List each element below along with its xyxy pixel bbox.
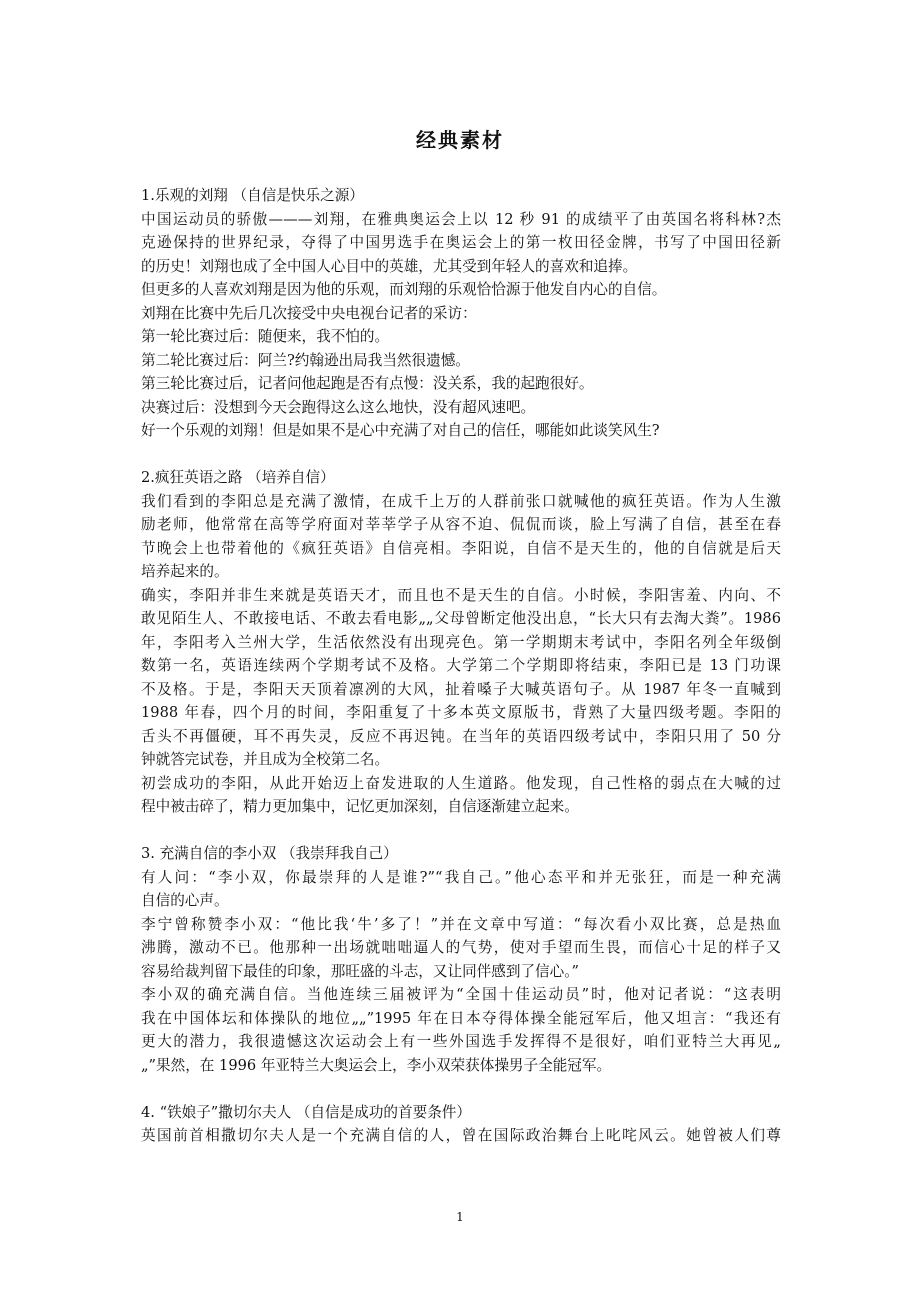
text-line: 舌头不再僵硬，耳不再失灵，反应不再迟钝。在当年的英语四级考试中，李阳只用了 50 分 <box>141 727 781 745</box>
text-line: 励老师，他常常在高等学府面对莘莘学子从容不迫、侃侃而谈，脸上写满了自信，甚至在春 <box>141 516 781 533</box>
text-line: 数第一名，英语连续两个学期考试不及格。大学第二个学期即将结束，李阳已是 13 门功课 <box>141 657 781 674</box>
text-line: 自信的心声。 <box>141 892 229 909</box>
text-line: 刘翔在比赛中先后几次接受中央电视台记者的采访： <box>141 304 477 322</box>
text-line: 沸腾，激动不已。他那种一出场就咄咄逼人的气势，使对手望而生畏，而信心十足的样子又 <box>141 939 781 956</box>
text-line: 第一轮比赛过后：随便来，我不怕的。 <box>141 328 390 345</box>
text-line: 4. “铁娘子”撒切尔夫人 （自信是成功的首要条件） <box>141 1103 472 1121</box>
text-line: 不及格。于是，李阳天天顶着凛冽的大风，扯着嗓子大喊英语句子。从 1987 年冬一直喊到 <box>141 680 781 698</box>
text-line: 好一个乐观的刘翔！但是如果不是心中充满了对自己的信任，哪能如此谈笑风生? <box>141 422 660 439</box>
text-line: 培养起来的。 <box>141 563 229 580</box>
text-line: 第二轮比赛过后：阿兰?约翰逊出局我当然很遗憾。 <box>141 351 470 369</box>
text-line: 但更多的人喜欢刘翔是因为他的乐观，而刘翔的乐观恰恰源于他发自内心的自信。 <box>141 281 667 298</box>
text-line: 年，李阳考入兰州大学，生活依然没有出现亮色。第一学期期末考试中，李阳名列全年级倒 <box>141 633 781 651</box>
text-line: 英国前首相撒切尔夫人是一个充满自信的人，曾在国际政治舞台上叱咤风云。她曾被人们尊 <box>141 1127 781 1144</box>
text-line: „”果然，在 1996 年亚特兰大奥运会上，李小双荣获体操男子全能冠军。 <box>141 1056 612 1074</box>
text-line: 李小双的确充满自信。当他连续三届被评为“全国十佳运动员”时，他对记者说：“这表明 <box>141 986 781 1003</box>
text-line: 李宁曾称赞李小双：“他比我‘牛’多了！”并在文章中写道：“每次看小双比赛，总是热血 <box>141 915 781 933</box>
text-line: 敢见陌生人、不敢接电话、不敢去看电影„„父母曾断定他没出息，“长大只有去淘大粪”。1986 <box>141 610 781 627</box>
text-line: 程中被击碎了，精力更加集中，记忆更加深刻，自信逐渐建立起来。 <box>141 798 579 815</box>
text-line: 3. 充满自信的李小双 （我崇拜我自己） <box>141 845 398 862</box>
page-number: 1 <box>456 1210 464 1224</box>
text-line: 决赛过后：没想到今天会跑得这么这么地快，没有超风速吧。 <box>141 398 536 416</box>
text-line: 2.疯狂英语之路 （培养自信） <box>141 469 335 486</box>
text-line: 初尝成功的李阳，从此开始迈上奋发进取的人生道路。他发现，自己性格的弱点在大喊的过 <box>141 774 781 792</box>
blank-line <box>141 819 781 843</box>
text-line: 确实，李阳并非生来就是英语天才，而且也不是天生的自信。小时候，李阳害羞、内向、不 <box>141 586 781 604</box>
text-line: 第三轮比赛过后，记者问他起跑是否有点慢：没关系，我的起跑很好。 <box>141 375 594 392</box>
text-line: 容易给裁判留下最佳的印象，那旺盛的斗志，又让同伴感到了信心。” <box>141 962 579 980</box>
document-body <box>141 184 781 1148</box>
text-line: 1.乐观的刘翔 （自信是快乐之源） <box>141 187 364 204</box>
blank-line <box>141 1077 781 1101</box>
text-line: 中国运动员的骄傲———刘翔，在雅典奥运会上以 12 秒 91 的成绩平了由英国名将科林?杰 <box>141 210 781 228</box>
text-line: 的历史！刘翔也成了全中国人心目中的英雄，尤其受到年轻人的喜欢和追捧。 <box>141 257 638 275</box>
text-line: 我们看到的李阳总是充满了激情，在成千上万的人群前张口就喊他的疯狂英语。作为人生激 <box>141 492 781 510</box>
text-line: 更大的潜力，我很遗憾这次运动会上有一些外国选手发挥得不是很好，咱们亚特兰大再见„ <box>141 1033 781 1050</box>
blank-line <box>141 443 781 467</box>
text-line: 节晚会上也带着他的《疯狂英语》自信亮相。李阳说，自信不是天生的，他的自信就是后天 <box>141 539 781 557</box>
text-line: 1988 年春，四个月的时间，李阳重复了十多本英文原版书，背熟了大量四级考题。李阳的 <box>141 704 781 721</box>
text-line: 有人问：“李小双，你最崇拜的人是谁?”“我自己。”他心态平和并无张狂，而是一种充满 <box>141 868 781 886</box>
text-line: 我在中国体坛和体操队的地位„„”1995 年在日本夺得体操全能冠军后，他又坦言：“我还有 <box>141 1009 781 1027</box>
text-line: 克逊保持的世界纪录，夺得了中国男选手在奥运会上的第一枚田径金牌，书写了中国田径新 <box>141 234 781 251</box>
document-title: 经典素材 <box>416 128 504 152</box>
text-line: 钟就答完试卷，并且成为全校第二名。 <box>141 751 390 768</box>
